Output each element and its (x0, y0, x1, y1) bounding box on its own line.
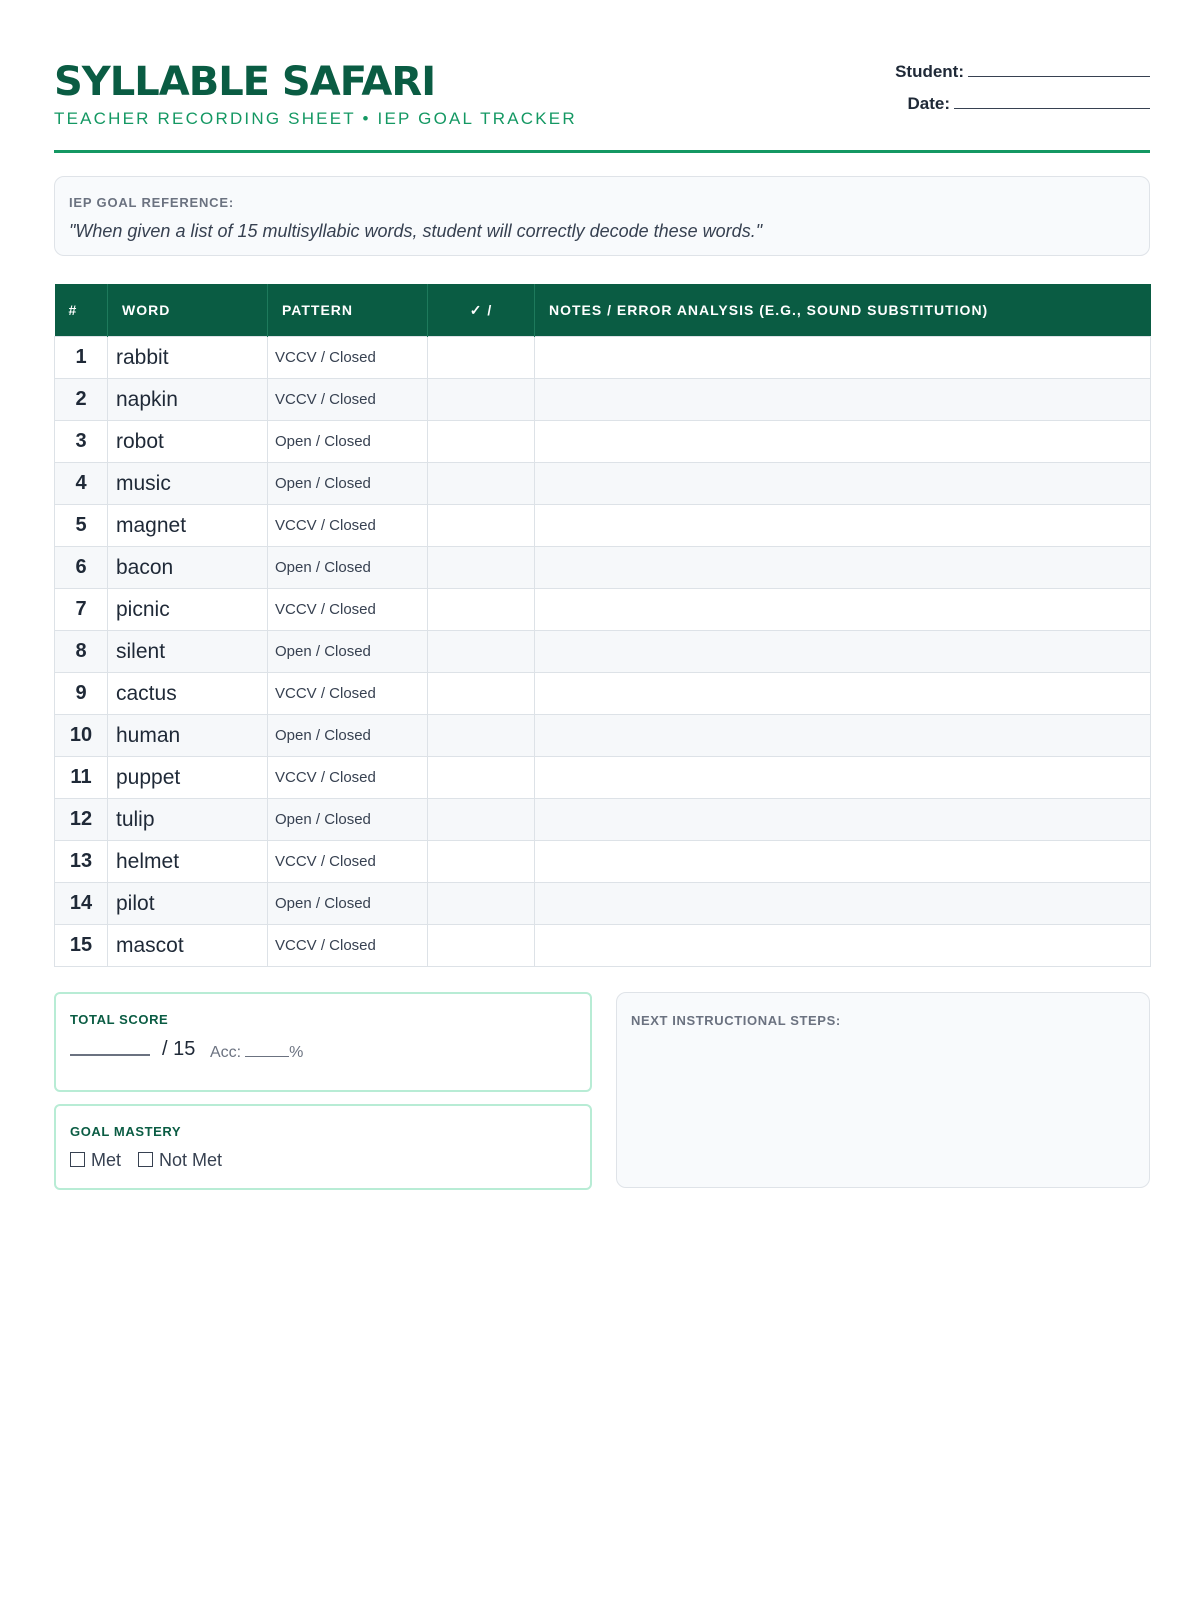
table-row (55, 547, 1151, 589)
notes-cell[interactable] (535, 589, 1151, 631)
date-field[interactable] (895, 88, 1150, 120)
column-header-number: # (55, 284, 108, 337)
total-score-box (54, 992, 592, 1092)
table-row (55, 925, 1151, 967)
notes-cell[interactable] (535, 379, 1151, 421)
pattern-cell: Open / Closed (268, 547, 428, 589)
pattern-cell: Open / Closed (268, 631, 428, 673)
met-label: Met (91, 1150, 122, 1170)
notes-cell[interactable] (535, 337, 1151, 379)
accuracy-field[interactable] (210, 1042, 303, 1062)
table-row (55, 463, 1151, 505)
check-cell[interactable] (428, 673, 535, 715)
goal-mastery-label: GOAL MASTERY (70, 1124, 182, 1139)
not-met-label: Not Met (159, 1150, 223, 1170)
check-cell[interactable] (428, 463, 535, 505)
goal-reference-label: IEP GOAL REFERENCE: (69, 195, 234, 210)
notes-cell[interactable] (535, 925, 1151, 967)
word-number: 14 (55, 883, 108, 925)
word-cell: rabbit (108, 337, 268, 379)
page-title: SYLLABLE SAFARI (54, 59, 436, 105)
pattern-cell: Open / Closed (268, 799, 428, 841)
word-number: 13 (55, 841, 108, 883)
table-row (55, 757, 1151, 799)
check-cell[interactable] (428, 379, 535, 421)
word-cell: cactus (108, 673, 268, 715)
accuracy-suffix: % (289, 1044, 304, 1061)
notes-cell[interactable] (535, 715, 1151, 757)
next-instructional-steps-box[interactable] (616, 992, 1150, 1188)
word-cell: magnet (108, 505, 268, 547)
table-row (55, 337, 1151, 379)
table-row (55, 883, 1151, 925)
table-row (55, 421, 1151, 463)
pattern-cell: VCCV / Closed (268, 337, 428, 379)
word-cell: silent (108, 631, 268, 673)
met-checkbox[interactable] (70, 1152, 85, 1167)
notes-cell[interactable] (535, 421, 1151, 463)
notes-cell[interactable] (535, 883, 1151, 925)
total-score-label: TOTAL SCORE (70, 1012, 169, 1027)
table-row (55, 505, 1151, 547)
word-number: 2 (55, 379, 108, 421)
pattern-cell: VCCV / Closed (268, 757, 428, 799)
table-header-row (55, 284, 1151, 337)
mastery-option-met[interactable] (70, 1150, 121, 1171)
word-cell: human (108, 715, 268, 757)
student-field[interactable] (895, 56, 1150, 88)
check-cell[interactable] (428, 925, 535, 967)
mastery-option-not-met[interactable] (138, 1150, 222, 1171)
table-row (55, 631, 1151, 673)
pattern-cell: VCCV / Closed (268, 673, 428, 715)
word-rows (55, 337, 1151, 967)
notes-cell[interactable] (535, 799, 1151, 841)
word-number: 12 (55, 799, 108, 841)
column-header-word: WORD (108, 284, 268, 337)
page-subtitle: TEACHER RECORDING SHEET • IEP GOAL TRACKER (54, 109, 577, 128)
word-number: 8 (55, 631, 108, 673)
column-header-notes: NOTES / ERROR ANALYSIS (E.G., SOUND SUBSTITUTION) (535, 284, 1151, 337)
notes-cell[interactable] (535, 547, 1151, 589)
pattern-cell: VCCV / Closed (268, 841, 428, 883)
word-cell: napkin (108, 379, 268, 421)
check-cell[interactable] (428, 757, 535, 799)
pattern-cell: VCCV / Closed (268, 505, 428, 547)
student-info-fields (895, 56, 1150, 120)
notes-cell[interactable] (535, 841, 1151, 883)
notes-cell[interactable] (535, 757, 1151, 799)
table-row (55, 715, 1151, 757)
student-blank-line[interactable] (968, 60, 1150, 77)
word-number: 7 (55, 589, 108, 631)
word-cell: puppet (108, 757, 268, 799)
check-cell[interactable] (428, 841, 535, 883)
goal-reference-text: "When given a list of 15 multisyllabic words, student will correctly decode these words." (69, 221, 763, 241)
pattern-cell: Open / Closed (268, 883, 428, 925)
word-list-table (54, 284, 1151, 967)
notes-cell[interactable] (535, 673, 1151, 715)
date-blank-line[interactable] (954, 92, 1150, 109)
check-cell[interactable] (428, 589, 535, 631)
word-cell: helmet (108, 841, 268, 883)
pattern-cell: VCCV / Closed (268, 925, 428, 967)
word-cell: mascot (108, 925, 268, 967)
check-cell[interactable] (428, 505, 535, 547)
word-cell: robot (108, 421, 268, 463)
word-number: 10 (55, 715, 108, 757)
iep-goal-reference-box (54, 176, 1150, 256)
table-row (55, 799, 1151, 841)
word-cell: pilot (108, 883, 268, 925)
check-cell[interactable] (428, 547, 535, 589)
word-number: 5 (55, 505, 108, 547)
word-cell: music (108, 463, 268, 505)
table-row (55, 379, 1151, 421)
check-cell[interactable] (428, 715, 535, 757)
column-header-pattern: PATTERN (268, 284, 428, 337)
sheet-header (54, 54, 1150, 153)
pattern-cell: Open / Closed (268, 463, 428, 505)
word-number: 3 (55, 421, 108, 463)
accuracy-blank-line[interactable] (245, 1042, 289, 1057)
word-number: 1 (55, 337, 108, 379)
check-cell[interactable] (428, 883, 535, 925)
pattern-cell: VCCV / Closed (268, 589, 428, 631)
notes-cell[interactable] (535, 505, 1151, 547)
check-cell[interactable] (428, 421, 535, 463)
word-cell: bacon (108, 547, 268, 589)
check-cell[interactable] (428, 631, 535, 673)
word-number: 4 (55, 463, 108, 505)
date-label: Date: (907, 94, 950, 113)
word-number: 11 (55, 757, 108, 799)
score-blank-line[interactable] (70, 1054, 150, 1056)
check-cell[interactable] (428, 799, 535, 841)
word-number: 6 (55, 547, 108, 589)
pattern-cell: Open / Closed (268, 715, 428, 757)
student-label: Student: (895, 62, 964, 81)
score-total: / 15 (162, 1038, 196, 1060)
mastery-options (70, 1150, 234, 1171)
notes-cell[interactable] (535, 631, 1151, 673)
pattern-cell: VCCV / Closed (268, 379, 428, 421)
pattern-cell: Open / Closed (268, 421, 428, 463)
notes-cell[interactable] (535, 463, 1151, 505)
word-cell: tulip (108, 799, 268, 841)
word-number: 15 (55, 925, 108, 967)
table-row (55, 841, 1151, 883)
check-cell[interactable] (428, 337, 535, 379)
not-met-checkbox[interactable] (138, 1152, 153, 1167)
table-row (55, 589, 1151, 631)
table-row (55, 673, 1151, 715)
word-number: 9 (55, 673, 108, 715)
goal-mastery-box (54, 1104, 592, 1190)
column-header-check: ✓ / (428, 284, 535, 337)
accuracy-label: Acc: (210, 1044, 242, 1061)
word-cell: picnic (108, 589, 268, 631)
next-steps-label: NEXT INSTRUCTIONAL STEPS: (631, 1013, 841, 1028)
